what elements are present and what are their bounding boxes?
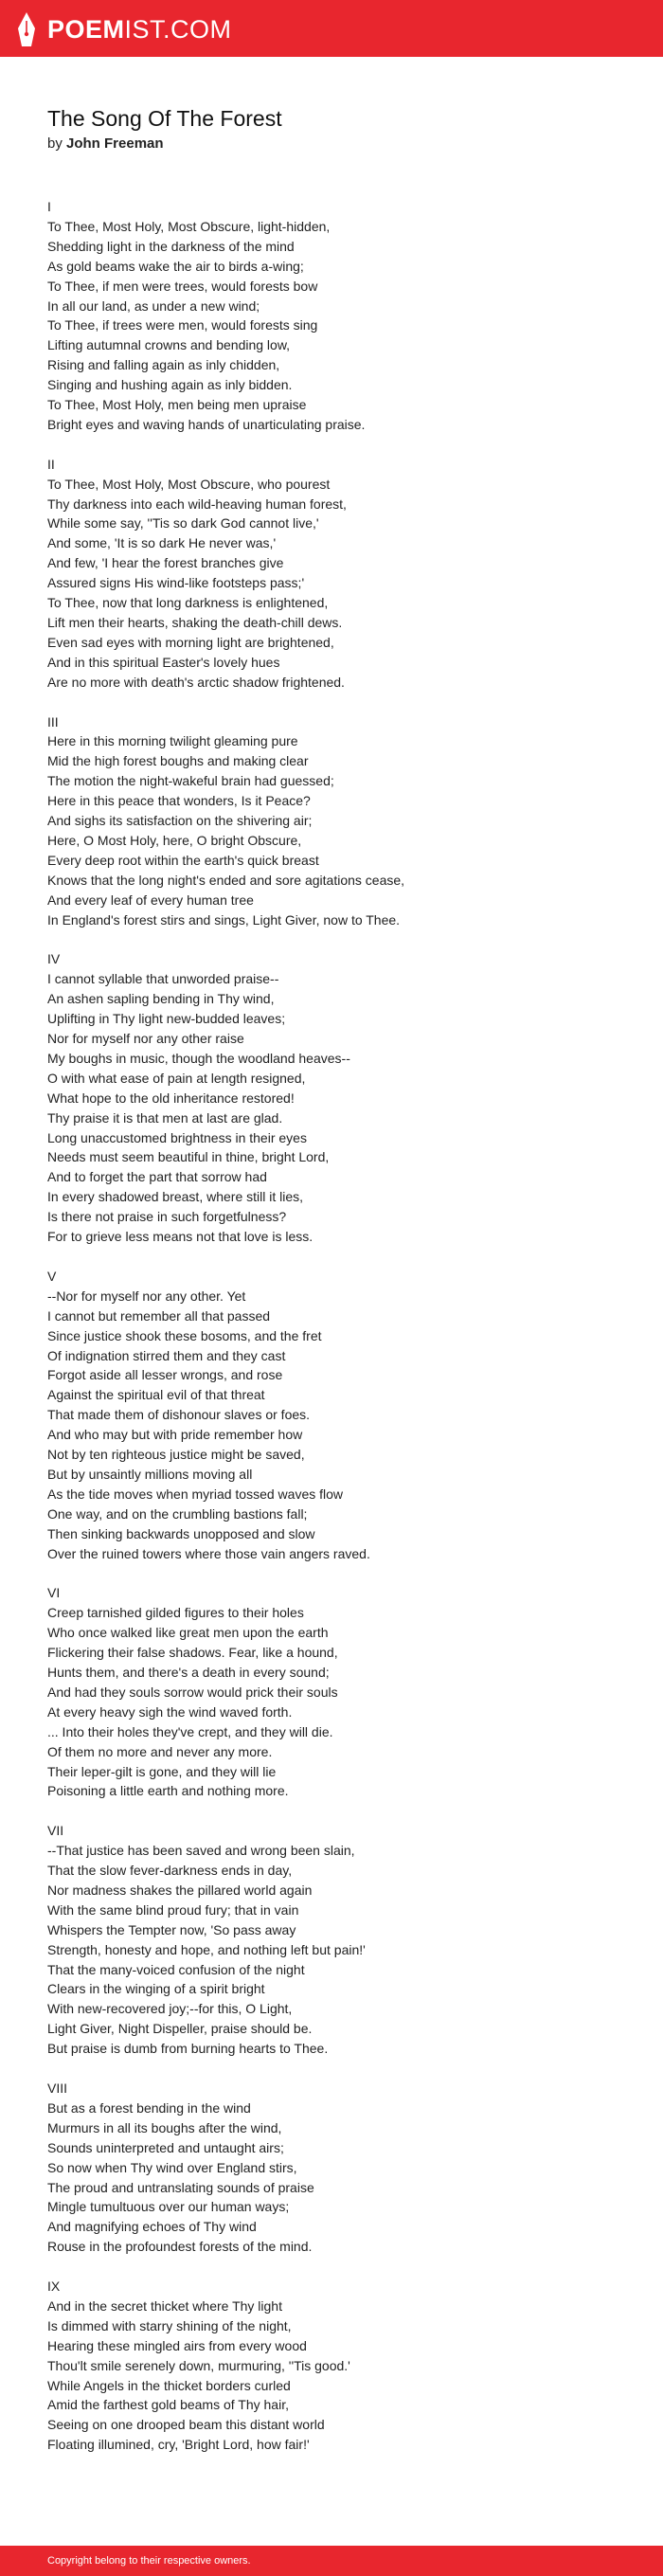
poem-line: Shedding light in the darkness of the mind xyxy=(47,238,295,254)
stanza xyxy=(47,1267,625,1564)
poem-line: Flickering their false shadows. Fear, like a hound, xyxy=(47,1645,338,1661)
poem-line: An ashen sapling bending in Thy wind, xyxy=(47,991,275,1007)
poem-line: In every shadowed breast, where still it lies, xyxy=(47,1189,304,1205)
poem-line: While some say, ''Tis so dark God cannot live,' xyxy=(47,515,319,531)
poem-line: In all our land, as under a new wind; xyxy=(47,297,260,314)
poem-line: Thy darkness into each wild-heaving human forest, xyxy=(47,495,347,512)
pen-nib-icon xyxy=(17,11,36,47)
poem-line: To Thee, now that long darkness is enlightened, xyxy=(47,595,329,611)
poem-line: Against the spiritual evil of that threat xyxy=(47,1387,265,1403)
stanza xyxy=(47,197,625,435)
stanza-number: II xyxy=(47,456,55,472)
poem-line: Creep tarnished gilded figures to their holes xyxy=(47,1605,304,1621)
poem-line: Then sinking backwards unopposed and slow xyxy=(47,1525,315,1541)
poem-line: And some, 'It is so dark He never was,' xyxy=(47,535,277,551)
poem-line: Every deep root within the earth's quick breast xyxy=(47,852,319,868)
poem-line: But praise is dumb from burning hearts to Thee. xyxy=(47,2041,329,2057)
poem-line: Rising and falling again as inly chidden, xyxy=(47,357,280,373)
poem-byline xyxy=(47,135,625,153)
stanza xyxy=(47,2277,625,2455)
stanza xyxy=(47,455,625,693)
poem-line: Poisoning a little earth and nothing more. xyxy=(47,1783,289,1799)
poem-line: --That justice has been saved and wrong been slain, xyxy=(47,1843,355,1859)
poem-line: But by unsaintly millions moving all xyxy=(47,1466,253,1482)
poem-line: Nor madness shakes the pillared world again xyxy=(47,1882,313,1898)
poem-line: Lifting autumnal crowns and bending low, xyxy=(47,337,291,353)
poem-line: My boughs in music, though the woodland heaves-- xyxy=(47,1050,350,1066)
poem-line: O with what ease of pain at length resigned, xyxy=(47,1070,306,1086)
poem-line: Are no more with death's arctic shadow frightened. xyxy=(47,674,345,690)
poem-line: For to grieve less means not that love is less. xyxy=(47,1229,314,1245)
poem-line: Is dimmed with starry shining of the night, xyxy=(47,2317,292,2333)
stanza-number: III xyxy=(47,713,59,730)
poem-line: As the tide moves when myriad tossed waves flow xyxy=(47,1486,344,1502)
poem-line: But as a forest bending in the wind xyxy=(47,2099,251,2116)
poem-line: Of indignation stirred them and they cast xyxy=(47,1347,286,1363)
site-header xyxy=(0,0,663,57)
poem-line: Forgot aside all lesser wrongs, and rose xyxy=(47,1367,283,1383)
poem-line: In England's forest stirs and sings, Light Giver, now to Thee. xyxy=(47,911,401,928)
poem-line: What hope to the old inheritance restored! xyxy=(47,1090,295,1106)
poem-line: Long unaccustomed brightness in their eyes xyxy=(47,1129,307,1145)
poem-line: ... Into their holes they've crept, and they will die. xyxy=(47,1723,333,1739)
poem-line: Sounds uninterpreted and untaught airs; xyxy=(47,2139,284,2155)
poem-line: Lift men their hearts, shaking the death-chill dews. xyxy=(47,615,343,631)
poem-line: Strength, honesty and hope, and nothing left but pain!' xyxy=(47,1941,366,1957)
poem-line: Clears in the winging of a spirit bright xyxy=(47,1981,265,1997)
poem-line: Knows that the long night's ended and sore agitations cease, xyxy=(47,872,405,888)
poem-line: That the many-voiced confusion of the night xyxy=(47,1961,305,1977)
poem-line: With the same blind proud fury; that in vain xyxy=(47,1901,299,1918)
poem-line: I cannot syllable that unworded praise-- xyxy=(47,971,279,987)
poem-body xyxy=(47,197,625,2455)
poem-line: At every heavy sigh the wind waved forth. xyxy=(47,1703,293,1720)
poem-line: And had they souls sorrow would prick their souls xyxy=(47,1684,338,1700)
poem-line: With new-recovered joy;--for this, O Light, xyxy=(47,2001,293,2017)
poem-line: Here in this morning twilight gleaming pure xyxy=(47,733,298,749)
poem-line: I cannot but remember all that passed xyxy=(47,1307,271,1324)
poem-line: To Thee, Most Holy, Most Obscure, who pourest xyxy=(47,476,331,492)
poem-line: Over the ruined towers where those vain angers raved. xyxy=(47,1545,370,1561)
poem-line: Mid the high forest boughs and making clear xyxy=(47,753,309,769)
poem-line: And to forget the part that sorrow had xyxy=(47,1169,267,1185)
poem-line: That made them of dishonour slaves or foes. xyxy=(47,1407,311,1423)
stanza xyxy=(47,712,625,930)
poem-line: And who may but with pride remember how xyxy=(47,1427,303,1443)
poem-line: And in the secret thicket where Thy light xyxy=(47,2297,282,2314)
poem-line: Uplifting in Thy light new-budded leaves; xyxy=(47,1011,286,1027)
poem-line: The motion the night-wakeful brain had guessed; xyxy=(47,773,334,789)
poem-line: Hunts them, and there's a death in every sound; xyxy=(47,1664,330,1680)
poem-line: And in this spiritual Easter's lovely hues xyxy=(47,654,280,670)
logo-rest-part: IST.COM xyxy=(124,15,232,44)
poem-line: Of them no more and never any more. xyxy=(47,1743,273,1759)
stanza xyxy=(47,1583,625,1801)
poem-line: Here, O Most Holy, here, O bright Obscure, xyxy=(47,832,302,848)
poem-line: And few, 'I hear the forest branches give xyxy=(47,555,284,571)
logo-bold-part: POEM xyxy=(47,15,125,44)
poem-container xyxy=(47,104,625,2475)
author-link[interactable]: John Freeman xyxy=(66,135,164,152)
poem-line: --Nor for myself nor any other. Yet xyxy=(47,1288,246,1304)
logo-wordmark xyxy=(47,10,232,48)
poem-line: One way, and on the crumbling bastions fall; xyxy=(47,1505,308,1522)
poem-line: And every leaf of every human tree xyxy=(47,892,254,908)
poem-line: And sighs its satisfaction on the shivering air; xyxy=(47,813,313,829)
stanza-number: IV xyxy=(47,951,61,967)
poem-line: Rouse in the profoundest forests of the mind. xyxy=(47,2239,313,2255)
poem-line: Hearing these mingled airs from every wood xyxy=(47,2337,307,2353)
poem-line: Thy praise it is that men at last are glad. xyxy=(47,1109,283,1126)
stanza-number: VI xyxy=(47,1585,61,1601)
site-footer xyxy=(0,2546,663,2576)
poem-line: Mingle tumultuous over our human ways; xyxy=(47,2199,290,2215)
poem-line: So now when Thy wind over England stirs, xyxy=(47,2159,297,2175)
poem-line: Light Giver, Night Dispeller, praise should be. xyxy=(47,2021,313,2037)
poem-line: Not by ten righteous justice might be saved, xyxy=(47,1447,305,1463)
poem-line: Since justice shook these bosoms, and the fret xyxy=(47,1327,322,1343)
poem-line: Nor for myself nor any other raise xyxy=(47,1031,244,1047)
poem-line: And magnifying echoes of Thy wind xyxy=(47,2219,257,2235)
poem-line: Bright eyes and waving hands of unarticulating praise. xyxy=(47,416,366,432)
poem-line: To Thee, if trees were men, would forests sing xyxy=(47,317,318,333)
poem-line: Whispers the Tempter now, 'So pass away xyxy=(47,1921,296,1937)
stanza xyxy=(47,2079,625,2257)
poem-line: Amid the farthest gold beams of Thy hair, xyxy=(47,2397,289,2413)
poem-line: To Thee, Most Holy, Most Obscure, light-hidden, xyxy=(47,218,331,234)
poem-line: Singing and hushing again as inly bidden. xyxy=(47,377,293,393)
stanza xyxy=(47,949,625,1247)
poem-line: Thou'lt smile serenely down, murmuring, ''Tis good.' xyxy=(47,2357,350,2373)
poem-line: Even sad eyes with morning light are brightened, xyxy=(47,634,334,650)
poem-line: Murmurs in all its boughs after the wind, xyxy=(47,2119,282,2135)
poem-line: Floating illumined, cry, 'Bright Lord, how fair!' xyxy=(47,2437,310,2453)
poem-line: That the slow fever-darkness ends in day, xyxy=(47,1863,293,1879)
poem-line: As gold beams wake the air to birds a-wing; xyxy=(47,258,304,274)
stanza-number: IX xyxy=(47,2279,61,2295)
stanza-number: I xyxy=(47,199,51,214)
byline-prefix: by xyxy=(47,135,63,152)
poem-title: The Song Of The Forest xyxy=(47,106,282,131)
poem-line: While Angels in the thicket borders curled xyxy=(47,2377,291,2393)
copyright-text: Copyright belong to their respective owners. xyxy=(47,2555,251,2567)
poem-line: To Thee, if men were trees, would forests bow xyxy=(47,278,318,294)
poem-line: To Thee, Most Holy, men being men upraise xyxy=(47,397,307,413)
poem-line: Is there not praise in such forgetfulness? xyxy=(47,1209,287,1225)
stanza xyxy=(47,1821,625,2059)
poem-line: Here in this peace that wonders, Is it Peace? xyxy=(47,793,311,809)
poem-line: Needs must seem beautiful in thine, bright Lord, xyxy=(47,1149,330,1165)
poem-line: Seeing on one drooped beam this distant world xyxy=(47,2417,325,2433)
poem-line: Assured signs His wind-like footsteps pass;' xyxy=(47,575,305,591)
poem-line: The proud and untranslating sounds of praise xyxy=(47,2179,314,2195)
site-logo[interactable] xyxy=(17,10,232,48)
poem-line: Their leper-gilt is gone, and they will lie xyxy=(47,1763,277,1779)
poem-line: Who once walked like great men upon the earth xyxy=(47,1625,329,1641)
stanza-number: VIII xyxy=(47,2080,68,2096)
stanza-number: V xyxy=(47,1268,57,1284)
stanza-number: VII xyxy=(47,1823,64,1839)
